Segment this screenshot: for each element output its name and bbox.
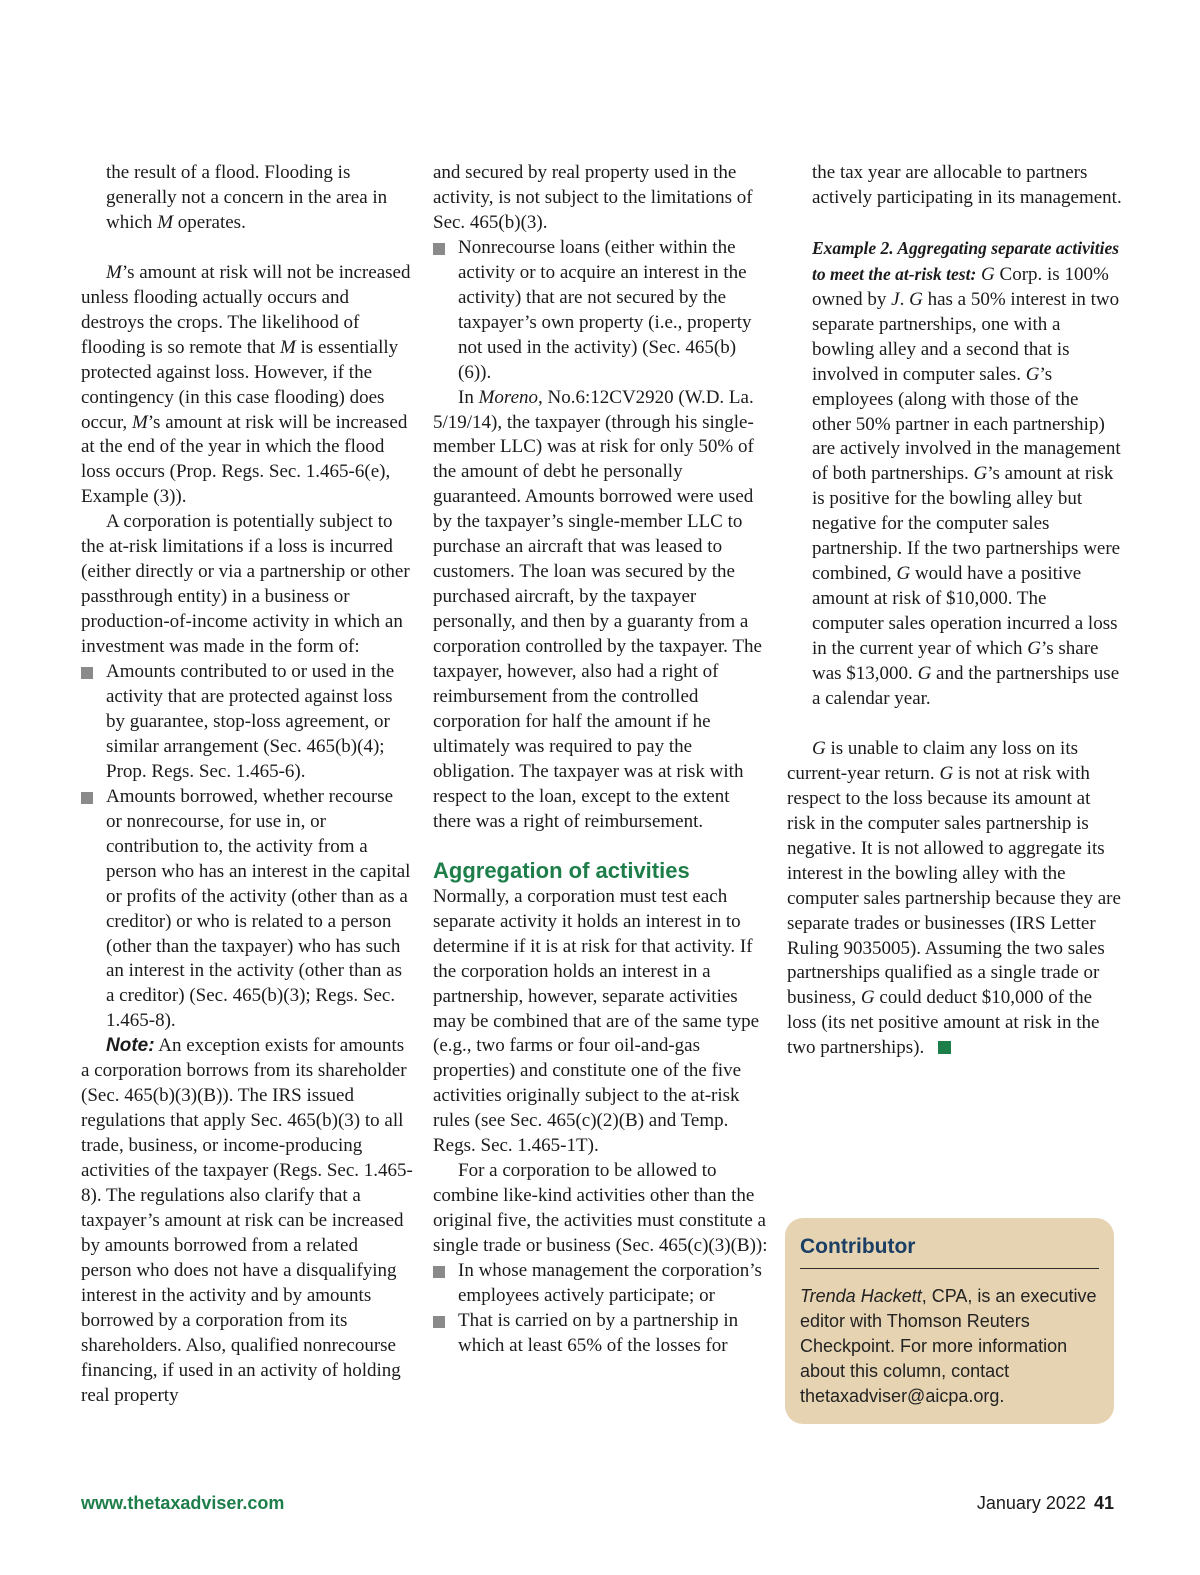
end-mark-icon: [938, 1041, 951, 1054]
bullet-item: Amounts borrowed, whether recourse or nonrecourse, for use in, or contribution to, the activity from a person who has an interest in the capital or profits of the activity (other than as a creditor) or who is related to a person (other than the taxpayer) who has such an interest in the activity (other than as a creditor) (Sec. 465(b)(3); Regs. Sec. 1.465-8).: [81, 785, 413, 1035]
contributor-name: Trenda Hackett: [800, 1286, 922, 1306]
column-3: [787, 161, 1122, 1061]
footer-date: January 2022: [976, 1493, 1086, 1513]
contributor-heading: Contributor: [800, 1232, 1099, 1269]
paragraph: Normally, a corporation must test each separate activity it holds an interest in to determine if it is at risk for that activity. If the corporation holds an interest in a partnership, however, separate activities may be combined that are of the same type (e.g., two farms or four oil-and-gas properties) and constitute one of the five activities originally subject to the at-risk rules (see Sec. 465(c)(2)(B) and Temp. Regs. Sec. 1.465-1T).: [433, 885, 760, 1157]
paragraph: G is unable to claim any loss on its current-year return. G is not at risk with respect to the loss because its amount at risk in the computer sales partnership is negative. It is not allowed to aggregate its interest in the bowling alley with the computer sales partnership because they are separate trades or businesses (IRS Letter Ruling 9035005). Assuming the two sales partnerships qualified as a single trade or business, G could deduct $10,000 of the loss (its net positive amount at risk in the two partnerships).: [787, 737, 1121, 1059]
contributor-bio: Trenda Hackett, CPA, is an executive editor with Thomson Reuters Checkpoint. For more information about this column, contact thetaxadviser@aicpa.org.: [800, 1286, 1097, 1406]
contributor-box: [785, 1218, 1114, 1424]
example-paragraph: Example 2. Aggregating separate activities to meet the at-risk test: G Corp. is 100% owned by J. G has a 50% interest in two separate partnerships, one with a bowling alley and a second that is involved in computer sales. G’s employees (along with those of the other 50% partner in each partnership) are actively involved in the management of both partnerships. G’s amount at risk is positive for the bowling alley but negative for the computer sales partnership. If the two partnerships were combined, G would have a positive amount at risk of $10,000. The computer sales operation incurred a loss in the current year of which G’s share was $13,000. G and the partnerships use a calendar year.: [812, 237, 1121, 709]
paragraph: the result of a flood. Flooding is generally not a concern in the area in which M operates.: [106, 162, 388, 233]
column-1: [81, 161, 413, 1409]
bullet-item: Amounts contributed to or used in the activity that are protected against loss by guarantee, stop-loss agreement, or similar arrangement (Sec. 465(b)(4); Prop. Regs. Sec. 1.465-6).: [81, 660, 413, 785]
page-number: 41: [1093, 1493, 1114, 1513]
footer-issue: [977, 1493, 1114, 1514]
footer-website: www.thetaxadviser.com: [81, 1493, 285, 1513]
example-title: Example 2. Aggregating separate activities to meet the at-risk test:: [812, 237, 1120, 284]
note-paragraph: Note: An exception exists for amounts a corporation borrows from its shareholder (Sec. 465(b)(3)(B)). The IRS issued regulations that apply Sec. 465(b)(3) to all trade, business, or income-producing activities of the taxpayer (Regs. Sec. 1.465-8). The regulations also clarify that a taxpayer’s amount at risk can be increased by amounts borrowed from a related person who does not have a disqualifying interest in the activity and by amounts borrowed by a corporation from its shareholders. Also, qualified nonrecourse financing, if used in an activity of holding real property: [81, 1035, 413, 1406]
paragraph: A corporation is potentially subject to the at-risk limitations if a loss is incurred (either directly or via a partnership or other passthrough entity) in a business or production-of-income activity in which an investment was made in the form of:: [81, 511, 410, 658]
column-2: [433, 161, 768, 1359]
paragraph: M’s amount at risk will not be increased unless flooding actually occurs and destroys the crops. The likelihood of flooding is so remote that M is essentially protected against loss. However, if the contingency (in this case flooding) does occur, M’s amount at risk will be increased at the end of the year in which the flood loss occurs (Prop. Regs. Sec. 1.465-6(e), Example (3)).: [81, 261, 411, 508]
section-heading: Aggregation of activities: [433, 857, 690, 883]
bullet-item: Nonrecourse loans (either within the activity or to acquire an interest in the activity) that are not secured by the taxpayer’s own property (i.e., property not used in the activity) (Sec. 465(b)(6)).: [433, 236, 768, 386]
case-name: Moreno: [478, 386, 539, 408]
bullet-item: In whose management the corporation’s employees actively participate; or: [433, 1259, 768, 1309]
note-label: Note:: [106, 1035, 155, 1057]
paragraph: In Moreno, No.6:12CV2920 (W.D. La. 5/19/14), the taxpayer (through his single-member LLC) was at risk for only 50% of the amount of debt he personally guaranteed. Amounts borrowed were used by the taxpayer’s single-member LLC to purchase an aircraft that was leased to customers. The loan was secured by the purchased aircraft, by the taxpayer personally, and then by a guaranty from a corporation controlled by the taxpayer. The taxpayer, however, also had a right of reimbursement from the controlled corporation for half the amount if he ultimately was required to pay the obligation. The taxpayer was at risk with respect to the loan, except to the extent there was a right of reimbursement.: [433, 386, 762, 832]
bullet-item: That is carried on by a partnership in which at least 65% of the losses for: [433, 1309, 768, 1359]
paragraph: the tax year are allocable to partners actively participating in its management.: [812, 162, 1122, 208]
paragraph: For a corporation to be allowed to combine like-kind activities other than the original five, the activities must constitute a single trade or business (Sec. 465(c)(3)(B)):: [433, 1160, 768, 1257]
paragraph: and secured by real property used in the activity, is not subject to the limitations of Sec. 465(b)(3).: [433, 162, 753, 233]
